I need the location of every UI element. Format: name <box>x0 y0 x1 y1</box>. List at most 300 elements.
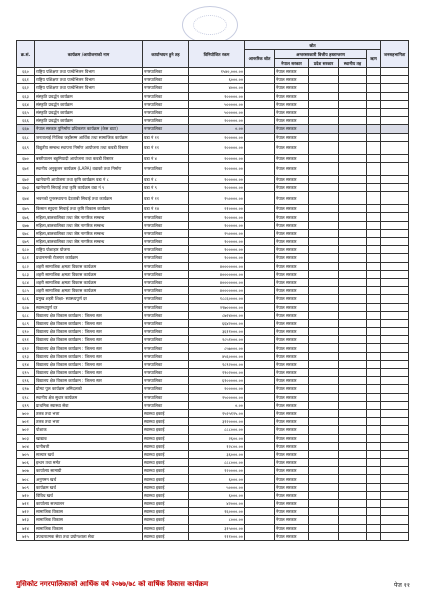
row-amount: १५२५१२५.०० <box>189 409 245 417</box>
row-program: भवनको पुनरस्थापना देउताबी सिचाई तथा कार्यक्रम <box>35 192 143 205</box>
row-sn: ६८२ <box>17 262 35 270</box>
row-local <box>339 319 367 327</box>
row-program: विद्यालय क्षेत्र विकास कार्यक्रम : जिल्ला स्तर <box>35 377 143 385</box>
row-program: विद्यालय क्षेत्र विकास कार्यक्रम : जिल्ला स्तर <box>35 369 143 377</box>
row-own <box>245 508 275 516</box>
row-public <box>381 459 409 467</box>
row-amount: ३१२००००.०० <box>189 418 245 426</box>
row-program: विविध खर्च <box>35 491 143 499</box>
row-public <box>381 270 409 278</box>
row-agency: स्वास्थ्य इकाई <box>143 516 189 524</box>
row-amount: २८५१०००.०० <box>189 336 245 344</box>
row-own <box>245 76 275 84</box>
row-loan <box>367 125 381 133</box>
row-province <box>309 344 339 352</box>
row-sn: ७१२ <box>17 508 35 516</box>
row-local <box>339 426 367 434</box>
row-sn: ६६५ <box>17 108 35 116</box>
row-province <box>309 516 339 524</box>
row-province <box>309 328 339 336</box>
row-own <box>245 344 275 352</box>
table-row <box>17 287 409 295</box>
row-sn: ६८१ <box>17 254 35 262</box>
row-own <box>245 213 275 221</box>
row-agency: स्वास्थ्य इकाई <box>143 450 189 458</box>
row-federal: नेपाल सरकार <box>275 175 309 183</box>
row-loan <box>367 442 381 450</box>
header-local: स्थानीय तह <box>339 59 367 68</box>
table-row <box>17 516 409 524</box>
row-amount: ४०००००००.०० <box>189 287 245 295</box>
row-agency: नगरपालिका <box>143 125 189 133</box>
row-program: खाद्यान्न <box>35 434 143 442</box>
row-province <box>309 175 339 183</box>
row-program: राष्ट्रिय पशिक्षण तथा पञ्चेभिलन विभाग <box>35 68 143 76</box>
row-agency: नगरपालिका <box>143 319 189 327</box>
row-loan <box>367 270 381 278</box>
row-local <box>339 393 367 401</box>
row-amount: १६००००.०० <box>189 508 245 516</box>
row-public <box>381 450 409 458</box>
row-province <box>309 434 339 442</box>
row-program: राष्ट्रिय पशिक्षण तथा पञ्चेभिलन विभाग <box>35 76 143 84</box>
row-federal: नेपाल सरकार <box>275 184 309 192</box>
row-own <box>245 125 275 133</box>
row-agency: वडा नं १४ <box>143 205 189 213</box>
row-own <box>245 483 275 491</box>
row-local <box>339 229 367 237</box>
row-own <box>245 295 275 303</box>
row-sn: ६८८ <box>17 311 35 319</box>
row-loan <box>367 295 381 303</box>
row-program: प्रोमट पुल कार्यक्रम अमिदलको <box>35 385 143 393</box>
row-loan <box>367 352 381 360</box>
row-federal: नेपाल सरकार <box>275 336 309 344</box>
row-own <box>245 68 275 76</box>
row-sn: ७०१ <box>17 418 35 426</box>
row-agency: वडा नं ११ <box>143 141 189 154</box>
row-agency: स्वास्थ्य इकाई <box>143 434 189 442</box>
table-row <box>17 360 409 368</box>
row-public <box>381 344 409 352</box>
row-federal: नेपाल सरकार <box>275 141 309 154</box>
row-local <box>339 459 367 467</box>
row-public <box>381 205 409 213</box>
header-program: कार्यक्रम /आयोजनाको नाम <box>35 41 143 68</box>
row-public <box>381 352 409 360</box>
row-own <box>245 524 275 532</box>
row-federal: नेपाल सरकार <box>275 108 309 116</box>
row-own <box>245 491 275 499</box>
row-program: शहरी सामाजिक क्षमता विकास कार्यक्रम <box>35 287 143 295</box>
row-own <box>245 360 275 368</box>
table-row <box>17 117 409 125</box>
row-federal: नेपाल सरकार <box>275 344 309 352</box>
row-sn: ६९७ <box>17 385 35 393</box>
row-province <box>309 141 339 154</box>
table-row <box>17 491 409 499</box>
row-own <box>245 459 275 467</box>
table-row <box>17 92 409 100</box>
row-loan <box>367 328 381 336</box>
row-own <box>245 270 275 278</box>
row-local <box>339 68 367 76</box>
table-row <box>17 442 409 450</box>
row-loan <box>367 108 381 116</box>
row-loan <box>367 205 381 213</box>
row-public <box>381 532 409 540</box>
row-loan <box>367 213 381 221</box>
row-local <box>339 262 367 270</box>
row-loan <box>367 385 381 393</box>
table-row <box>17 319 409 327</box>
row-agency: नगरपालिका <box>143 76 189 84</box>
row-federal: नेपाल सरकार <box>275 84 309 92</box>
row-amount: १०००००.०० <box>189 175 245 183</box>
row-public <box>381 221 409 229</box>
row-loan <box>367 418 381 426</box>
row-agency: नगरपालिका <box>143 108 189 116</box>
row-public <box>381 125 409 133</box>
header-agency: कार्यान्वयन हुने तह <box>143 41 189 68</box>
row-province <box>309 213 339 221</box>
row-public <box>381 393 409 401</box>
row-public <box>381 108 409 116</box>
row-own <box>245 100 275 108</box>
table-row <box>17 162 409 175</box>
row-local <box>339 270 367 278</box>
table-row <box>17 483 409 491</box>
row-loan <box>367 133 381 141</box>
row-sn: ७११ <box>17 500 35 508</box>
row-public <box>381 369 409 377</box>
row-province <box>309 442 339 450</box>
row-loan <box>367 475 381 483</box>
row-local <box>339 175 367 183</box>
row-province <box>309 385 339 393</box>
table-row <box>17 262 409 270</box>
row-agency: नगरपालिका <box>143 336 189 344</box>
row-agency: नगरपालिका <box>143 238 189 246</box>
row-province <box>309 287 339 295</box>
row-local <box>339 532 367 540</box>
row-own <box>245 426 275 434</box>
row-loan <box>367 278 381 286</box>
row-sn: ६६४ <box>17 100 35 108</box>
row-federal: नेपाल सरकार <box>275 426 309 434</box>
header-own: आन्तरिक स्रोत <box>245 50 275 68</box>
table-row <box>17 184 409 192</box>
row-loan <box>367 254 381 262</box>
row-agency: नगरपालिका <box>143 84 189 92</box>
row-sn: ७१३ <box>17 516 35 524</box>
table-row <box>17 418 409 426</box>
row-program: विद्यालय क्षेत्र विकास कार्यक्रम : जिल्ला स्तर <box>35 352 143 360</box>
row-local <box>339 500 367 508</box>
table-row <box>17 508 409 516</box>
row-own <box>245 133 275 141</box>
row-local <box>339 369 367 377</box>
table-row <box>17 141 409 154</box>
row-amount: ३१५०००.०० <box>189 524 245 532</box>
row-province <box>309 475 339 483</box>
row-local <box>339 328 367 336</box>
row-program: प्रमुख शहरी शिक्षा- स्वास्थ्यपुर्ण दर <box>35 295 143 303</box>
row-sn: ७०४ <box>17 442 35 450</box>
row-amount: २०००००.०० <box>189 154 245 162</box>
row-loan <box>367 246 381 254</box>
row-public <box>381 377 409 385</box>
row-public <box>381 192 409 205</box>
row-public <box>381 385 409 393</box>
row-public <box>381 76 409 84</box>
table-row <box>17 278 409 286</box>
row-own <box>245 175 275 183</box>
row-loan <box>367 184 381 192</box>
row-own <box>245 141 275 154</box>
row-sn: ६७६ <box>17 213 35 221</box>
row-amount: ६०००.०० <box>189 475 245 483</box>
row-program: स्वास्थ्यपुर्ण दर <box>35 303 143 311</box>
row-amount: १८९२०००.०० <box>189 360 245 368</box>
row-loan <box>367 141 381 154</box>
row-agency: नगरपालिका <box>143 117 189 125</box>
row-local <box>339 467 367 475</box>
table-row <box>17 175 409 183</box>
row-sn: ६६६ <box>17 117 35 125</box>
table-row <box>17 450 409 458</box>
row-own <box>245 500 275 508</box>
row-own <box>245 92 275 100</box>
row-loan <box>367 238 381 246</box>
row-province <box>309 336 339 344</box>
row-own <box>245 287 275 295</box>
row-program: विद्यालय क्षेत्र विकास कार्यक्रम : जिल्ला स्तर <box>35 336 143 344</box>
row-loan <box>367 262 381 270</box>
row-sn: ६७१ <box>17 162 35 175</box>
row-program: राष्ट्रिय पशिक्षण तथा पञ्चेभिलन विभाग <box>35 84 143 92</box>
row-program: महिला,बालबालिका तथा जेष्ठ नागरिक सम्बन्ध <box>35 238 143 246</box>
row-amount: २६००.०० <box>189 434 245 442</box>
row-federal: नेपाल सरकार <box>275 278 309 286</box>
row-sn: ६७९ <box>17 238 35 246</box>
row-program: कार्यालय सामाग्री <box>35 467 143 475</box>
row-local <box>339 184 367 192</box>
row-local <box>339 442 367 450</box>
row-loan <box>367 409 381 417</box>
row-loan <box>367 459 381 467</box>
row-program: विद्यालय क्षेत्र विकास कार्यक्रम : जिल्ला स्तर <box>35 319 143 327</box>
row-local <box>339 221 367 229</box>
table-row <box>17 393 409 401</box>
row-federal: नेपाल सरकार <box>275 442 309 450</box>
row-local <box>339 360 367 368</box>
row-federal: नेपाल सरकार <box>275 500 309 508</box>
row-federal: नेपाल सरकार <box>275 205 309 213</box>
row-sn: ६६२ <box>17 84 35 92</box>
row-public <box>381 295 409 303</box>
row-amount: ५०००००.०० <box>189 108 245 116</box>
row-federal: नेपाल सरकार <box>275 459 309 467</box>
row-local <box>339 108 367 116</box>
row-loan <box>367 303 381 311</box>
row-federal: नेपाल सरकार <box>275 328 309 336</box>
office-seal <box>182 6 238 44</box>
table-row <box>17 205 409 213</box>
row-public <box>381 418 409 426</box>
budget-table <box>16 40 409 541</box>
row-program: शहरी सामाजिक क्षमता विकास कार्यक्रम <box>35 270 143 278</box>
row-loan <box>367 500 381 508</box>
row-public <box>381 229 409 237</box>
table-row <box>17 459 409 467</box>
table-row <box>17 108 409 116</box>
row-amount: ६०००.०० <box>189 491 245 499</box>
row-loan <box>367 229 381 237</box>
row-amount: ४२०००.०० <box>189 500 245 508</box>
table-row <box>17 369 409 377</box>
header-province: प्रदेश सरकार <box>309 59 339 68</box>
row-program: महिला,बालबालिका तथा जेष्ठ नागरिक सम्बन्ध <box>35 229 143 237</box>
row-public <box>381 303 409 311</box>
row-loan <box>367 100 381 108</box>
row-province <box>309 418 339 426</box>
row-sn: ७०५ <box>17 450 35 458</box>
table-row <box>17 295 409 303</box>
row-amount: ६६४२०००.०० <box>189 319 245 327</box>
row-amount: १०००००.०० <box>189 254 245 262</box>
row-agency: वडा नं ९ <box>143 184 189 192</box>
row-public <box>381 287 409 295</box>
row-public <box>381 238 409 246</box>
table-row <box>17 133 409 141</box>
row-program: शहरी सामाजिक क्षमता विकास कार्यक्रम <box>35 278 143 286</box>
row-sn: ६८६ <box>17 295 35 303</box>
row-agency: स्वास्थ्य इकाई <box>143 418 189 426</box>
row-sn: ६८५ <box>17 287 35 295</box>
row-own <box>245 84 275 92</box>
table-row <box>17 68 409 76</box>
row-federal: नेपाल सरकार <box>275 475 309 483</box>
row-agency: नगरपालिका <box>143 246 189 254</box>
row-province <box>309 125 339 133</box>
row-program: विद्यालय क्षेत्र विकास कार्यक्रम : जिल्ला स्तर <box>35 360 143 368</box>
table-row <box>17 409 409 417</box>
row-amount: २०००००.०० <box>189 385 245 393</box>
row-program: सामाजिक विकास <box>35 516 143 524</box>
row-province <box>309 117 339 125</box>
row-local <box>339 377 367 385</box>
row-local <box>339 475 367 483</box>
row-local <box>339 524 367 532</box>
row-own <box>245 254 275 262</box>
row-amount: ४०००००००.०० <box>189 270 245 278</box>
row-amount: ३६११०००.०० <box>189 328 245 336</box>
row-amount: ४०००००००.०० <box>189 278 245 286</box>
row-federal: नेपाल सरकार <box>275 360 309 368</box>
row-agency: स्वास्थ्य इकाई <box>143 426 189 434</box>
row-local <box>339 141 367 154</box>
row-local <box>339 278 367 286</box>
row-sn: ६९५ <box>17 369 35 377</box>
row-amount: ४०००००००.०० <box>189 262 245 270</box>
row-public <box>381 434 409 442</box>
row-own <box>245 238 275 246</box>
row-amount: ८८८०००.०० <box>189 459 245 467</box>
table-header <box>17 41 409 68</box>
row-amount: २०००००.०० <box>189 133 245 141</box>
row-amount: २०००००.०० <box>189 141 245 154</box>
row-province <box>309 270 339 278</box>
row-program: विद्युतीय सम्बन्ध स्थापना निर्माण आयोजना तथा कवडी विस्तार <box>35 141 143 154</box>
row-own <box>245 154 275 162</box>
row-amount: ३६०००.०० <box>189 450 245 458</box>
row-agency: नगरपालिका <box>143 162 189 175</box>
row-federal: नेपाल सरकार <box>275 491 309 499</box>
row-own <box>245 475 275 483</box>
row-program: प्रधानमन्त्री रोजगार कार्यक्रम <box>35 254 143 262</box>
row-federal: नेपाल सरकार <box>275 254 309 262</box>
row-agency: नगरपालिका <box>143 303 189 311</box>
row-amount: ०.०० <box>189 401 245 409</box>
row-amount: ४५६००००.०० <box>189 352 245 360</box>
row-own <box>245 246 275 254</box>
row-public <box>381 360 409 368</box>
table-body <box>17 68 409 541</box>
row-local <box>339 434 367 442</box>
row-sn: ७१४ <box>17 524 35 532</box>
row-public <box>381 475 409 483</box>
row-province <box>309 184 339 192</box>
row-loan <box>367 84 381 92</box>
row-loan <box>367 192 381 205</box>
row-province <box>309 229 339 237</box>
row-loan <box>367 68 381 76</box>
row-agency: स्वास्थ्य इकाई <box>143 467 189 475</box>
row-public <box>381 442 409 450</box>
row-sn: ६६३ <box>17 92 35 100</box>
row-sn: ६७५ <box>17 205 35 213</box>
row-agency: नगरपालिका <box>143 352 189 360</box>
row-province <box>309 221 339 229</box>
row-province <box>309 238 339 246</box>
row-program: तलब तथा भत्ता <box>35 409 143 417</box>
row-sn: ७०७ <box>17 467 35 475</box>
row-amount: १८८६००००.०० <box>189 295 245 303</box>
row-loan <box>367 524 381 532</box>
row-local <box>339 125 367 133</box>
row-local <box>339 84 367 92</box>
row-loan <box>367 393 381 401</box>
table-row <box>17 532 409 540</box>
row-local <box>339 336 367 344</box>
row-agency: नगरपालिका <box>143 287 189 295</box>
row-federal: नेपाल सरकार <box>275 516 309 524</box>
row-local <box>339 213 367 221</box>
row-federal: नेपाल सरकार <box>275 162 309 175</box>
row-public <box>381 516 409 524</box>
row-own <box>245 418 275 426</box>
row-federal: नेपाल सरकार <box>275 508 309 516</box>
row-loan <box>367 483 381 491</box>
row-province <box>309 360 339 368</box>
row-loan <box>367 175 381 183</box>
row-agency: नगरपालिका <box>143 229 189 237</box>
row-province <box>309 450 339 458</box>
table-row <box>17 336 409 344</box>
row-program: खानेपानी सिचाई तथा कृषि कार्यक्रम वडा नं ९ <box>35 184 143 192</box>
row-agency: नगरपालिका <box>143 100 189 108</box>
